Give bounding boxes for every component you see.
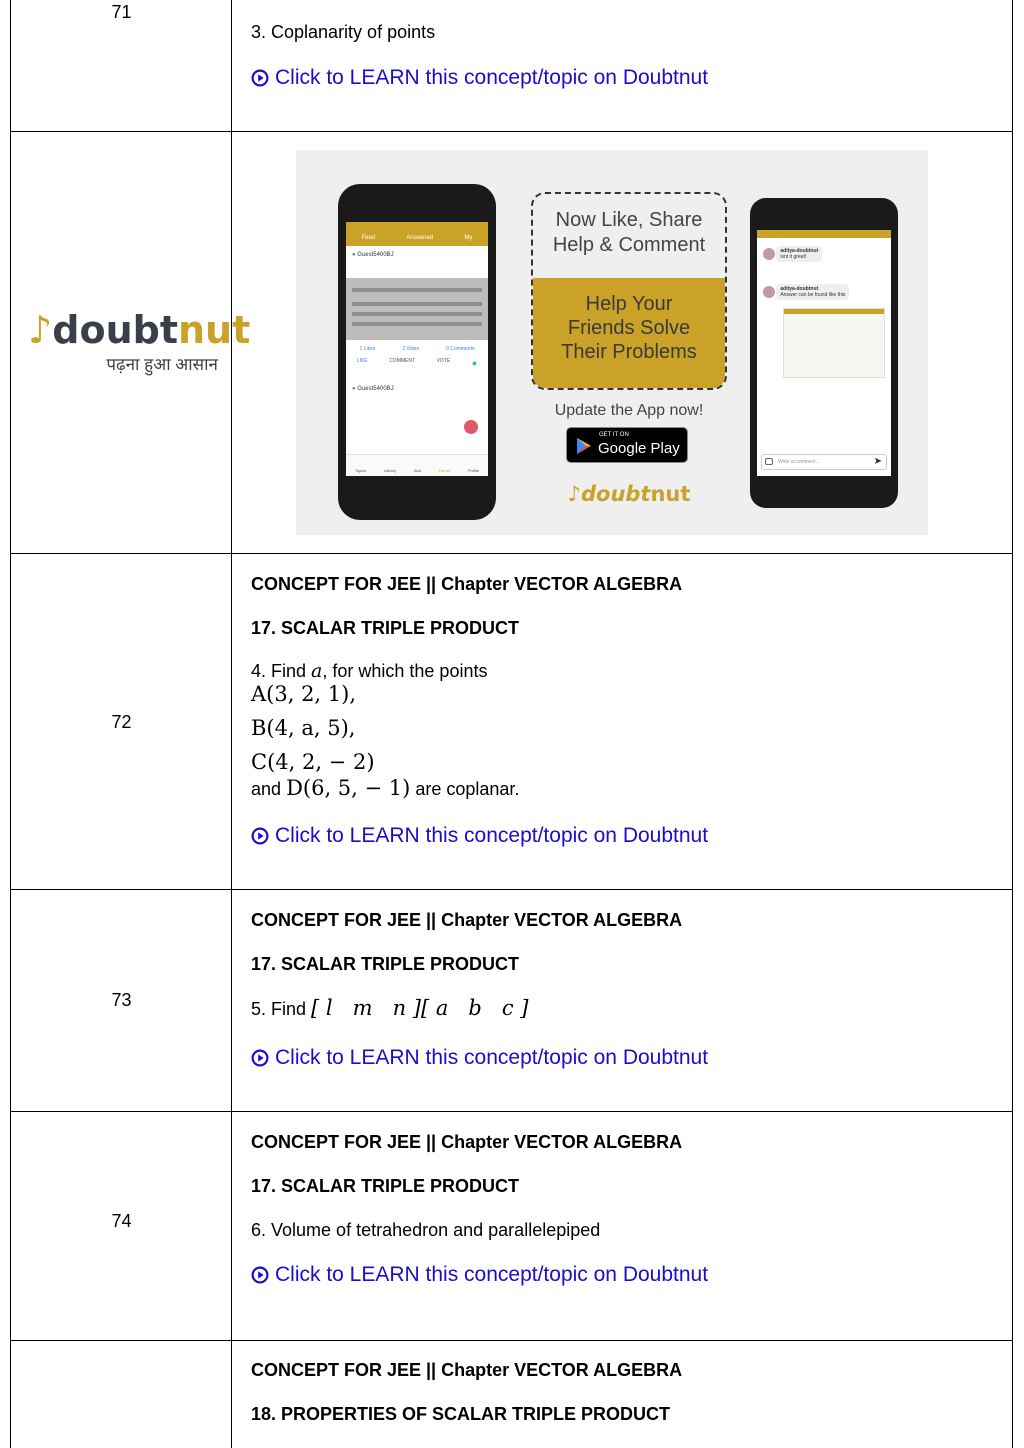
- play-circle-icon: [251, 1266, 269, 1284]
- headline-line1: Now Like, Share: [555, 209, 703, 231]
- doubtnut-logo: ♪doubtnut पढ़ना हुआ आसान: [28, 308, 251, 374]
- nav-add[interactable]: Add: [413, 468, 421, 473]
- question-text: 6. Volume of tetrahedron and parallelepiped: [251, 1220, 601, 1240]
- number-cell: [11, 1112, 232, 1340]
- question-text: 5. Find [ l m n ][ a b c ]: [251, 996, 529, 1020]
- learn-link-text: Click to LEARN this concept/topic on Doubtnut: [275, 824, 709, 847]
- learn-link-text: Click to LEARN this concept/topic on Doubtnut: [275, 1263, 709, 1286]
- topic-heading: 17. SCALAR TRIPLE PRODUCT: [251, 954, 520, 974]
- status-bar: [346, 222, 488, 230]
- topic-heading: 17. SCALAR TRIPLE PRODUCT: [251, 1176, 520, 1196]
- play-circle-icon: [251, 827, 269, 845]
- promo-dashed-box: [531, 192, 727, 390]
- bottom-logo: ♪doubtnut: [567, 482, 691, 506]
- status-bar: [757, 230, 891, 238]
- learn-link-text: Click to LEARN this concept/topic on Doubtnut: [275, 66, 709, 89]
- row-number: 71: [111, 2, 132, 22]
- chat-msg-1: aditya-doubtnut isnt it great!: [763, 246, 885, 262]
- tab-answered[interactable]: Answered: [406, 235, 434, 241]
- camera-icon[interactable]: [765, 458, 773, 465]
- nav-forum[interactable]: Forum: [438, 468, 451, 473]
- post-user-2: ● Guest5400BJ: [352, 386, 394, 392]
- comment-input[interactable]: Write a comment... ➤: [761, 454, 887, 470]
- post-actions: [346, 358, 488, 368]
- post-stats: 1 Likes 2 Votes 0 Comments: [359, 346, 475, 352]
- google-play-button[interactable]: GET IT ON Google Play: [566, 427, 688, 463]
- headline-line2: Help & Comment: [552, 234, 706, 256]
- row-number: 72: [111, 712, 132, 732]
- logo-d-icon: ♪: [567, 482, 581, 506]
- point-c: C(4, 2, − 2): [251, 750, 375, 774]
- point-d-line: and D(6, 5, − 1) are coplanar.: [251, 776, 520, 800]
- table-row: [10, 890, 1013, 1112]
- play-circle-icon: [251, 69, 269, 87]
- send-icon[interactable]: ➤: [873, 456, 882, 467]
- point-a: A(3, 2, 1),: [251, 682, 357, 706]
- table-row: [10, 1341, 1013, 1448]
- learn-link[interactable]: [251, 1046, 708, 1070]
- promo-gold-box: Help Your Friends Solve Their Problems: [533, 278, 725, 388]
- fab-button[interactable]: [464, 420, 478, 434]
- table-row: [10, 0, 1013, 132]
- phone-left: [338, 184, 496, 520]
- whatsapp-icon[interactable]: ●: [471, 358, 478, 368]
- play-circle-icon: [251, 1049, 269, 1067]
- chapter-heading: CONCEPT FOR JEE || Chapter VECTOR ALGEBRA: [251, 1360, 683, 1380]
- avatar: [763, 248, 775, 260]
- update-text: Update the App now!: [554, 402, 704, 419]
- topic-heading: 17. SCALAR TRIPLE PRODUCT: [251, 618, 520, 638]
- logo-cell: [11, 132, 251, 553]
- phone-right-screen: [757, 230, 891, 476]
- feed-tabs: [346, 230, 488, 246]
- chat-msg-2: aditya-doubtnut Answer can be found like this: [763, 284, 885, 300]
- number-cell: [11, 890, 232, 1111]
- point-b: B(4, a, 5),: [251, 716, 356, 740]
- learn-link[interactable]: [251, 66, 708, 90]
- vote-button[interactable]: VOTE: [436, 358, 451, 364]
- question-text: 4. Find a, for which the points: [251, 660, 488, 682]
- logo-d-icon: ♪: [28, 308, 53, 352]
- chapter-heading: CONCEPT FOR JEE || Chapter VECTOR ALGEBRA: [251, 910, 683, 930]
- table-row: [10, 554, 1013, 890]
- tab-feed[interactable]: Feed: [361, 235, 376, 241]
- learn-link[interactable]: [251, 824, 708, 848]
- question-text: 3. Coplanarity of points: [251, 22, 436, 42]
- chapter-heading: CONCEPT FOR JEE || Chapter VECTOR ALGEBRA: [251, 1132, 683, 1152]
- number-cell: [11, 554, 232, 889]
- bottom-nav: [346, 454, 488, 476]
- avatar: [763, 286, 775, 298]
- user-icon: ●: [352, 252, 356, 258]
- like-button[interactable]: LIKE: [356, 358, 368, 364]
- nav-topics[interactable]: Topics: [354, 468, 367, 473]
- table-row: [10, 1112, 1013, 1341]
- number-cell: [11, 1341, 232, 1448]
- row-number: 73: [111, 990, 132, 1010]
- user-icon: ●: [352, 386, 356, 392]
- comment-button[interactable]: COMMENT: [389, 358, 416, 364]
- phone-left-screen: [346, 222, 488, 476]
- tab-my[interactable]: My: [464, 235, 473, 241]
- logo-tagline: पढ़ना हुआ आसान: [106, 355, 218, 374]
- nav-library[interactable]: Library: [383, 468, 397, 473]
- row-number: 74: [111, 1211, 132, 1231]
- number-cell: [11, 0, 232, 131]
- chapter-heading: CONCEPT FOR JEE || Chapter VECTOR ALGEBRA: [251, 574, 683, 594]
- nav-profile[interactable]: Profile: [467, 468, 480, 473]
- play-store-icon: [574, 436, 594, 456]
- question-image: [346, 278, 488, 340]
- learn-link[interactable]: [251, 1263, 708, 1287]
- answer-image: [783, 308, 885, 378]
- phone-right: [750, 198, 898, 508]
- post-user: ● Guest5400BJ: [352, 252, 394, 258]
- app-banner[interactable]: [296, 150, 928, 535]
- topic-heading: 18. PROPERTIES OF SCALAR TRIPLE PRODUCT: [251, 1404, 671, 1424]
- learn-link-text: Click to LEARN this concept/topic on Doubtnut: [275, 1046, 709, 1069]
